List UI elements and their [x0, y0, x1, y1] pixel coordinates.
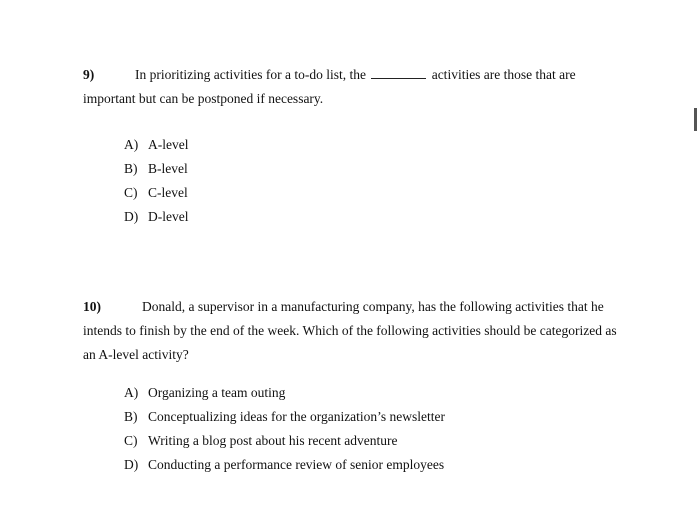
choice-letter: A) [124, 385, 139, 400]
answer-choice[interactable] [124, 157, 188, 181]
choice-text: Conceptualizing ideas for the organization’s newsletter [148, 409, 446, 424]
scrollbar-thumb[interactable] [694, 108, 697, 131]
answer-choice[interactable] [124, 381, 445, 405]
question-10 [83, 295, 623, 472]
choice-letter: B) [124, 409, 138, 424]
choice-text: B-level [148, 161, 188, 176]
choice-letter: D) [124, 457, 139, 472]
answer-choice[interactable] [124, 429, 445, 453]
choice-letter: B) [124, 161, 138, 176]
question-number: 9) [83, 67, 95, 82]
stem-text-after-blank: activities are those that are important but can be postponed if necessary. [83, 67, 576, 106]
answer-choice[interactable] [124, 453, 445, 477]
answer-choice[interactable] [124, 205, 188, 229]
answer-choices [124, 381, 445, 477]
fill-in-blank [371, 66, 426, 79]
choice-text: Writing a blog post about his recent adventure [148, 433, 398, 448]
choice-letter: A) [124, 137, 139, 152]
choice-letter: C) [124, 433, 138, 448]
question-stem [83, 63, 623, 111]
answer-choice[interactable] [124, 405, 445, 429]
choice-text: Conducting a performance review of senior employees [148, 457, 445, 472]
answer-choice[interactable] [124, 133, 188, 157]
choice-text: Organizing a team outing [148, 385, 286, 400]
question-number: 10) [83, 299, 101, 314]
stem-text-before-blank: In prioritizing activities for a to-do list, the [135, 67, 366, 82]
question-stem [83, 295, 623, 367]
answer-choices [124, 133, 188, 229]
choice-letter: C) [124, 185, 138, 200]
choice-text: D-level [148, 209, 189, 224]
choice-text: A-level [148, 137, 189, 152]
choice-text: C-level [148, 185, 188, 200]
answer-choice[interactable] [124, 181, 188, 205]
choice-letter: D) [124, 209, 139, 224]
question-9 [83, 63, 623, 224]
stem-text: Donald, a supervisor in a manufacturing company, has the following activities that he intends to finish by the end of the week. Which of the following activities should be categorized as an A-level activity? [83, 299, 617, 362]
